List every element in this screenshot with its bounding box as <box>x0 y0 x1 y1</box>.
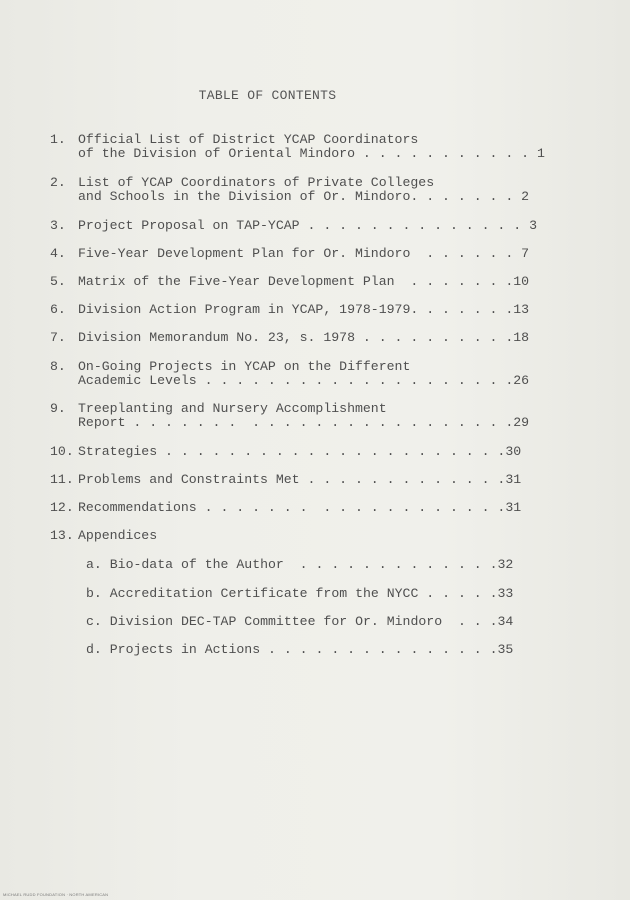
scan-footer: MICHAEL RUDD FOUNDATION · NORTH AMERICAN <box>3 892 109 897</box>
appendix-entry-d <box>50 643 585 657</box>
appendix-text: a. Bio-data of the Author . . . . . . . . . . . . .32 <box>86 557 514 572</box>
toc-entry-8 <box>50 360 585 388</box>
entry-number: 13. <box>50 528 74 543</box>
entry-text: Matrix of the Five-Year Development Plan . . . . . . .10 <box>78 274 530 289</box>
entry-number: 7. <box>50 330 66 345</box>
page-title: TABLE OF CONTENTS <box>198 88 337 103</box>
toc-entry-6 <box>50 303 585 317</box>
entry-number: 8. <box>50 359 66 374</box>
toc-entry-10 <box>50 445 585 459</box>
entry-text: List of YCAP Coordinators of Private Colleges <box>78 175 435 190</box>
entry-number: 6. <box>50 302 66 317</box>
toc-entry-5 <box>50 275 585 289</box>
entry-number: 1. <box>50 132 66 147</box>
toc-entry-13 <box>50 529 585 543</box>
entry-number: 2. <box>50 175 66 190</box>
entry-text: On-Going Projects in YCAP on the Different <box>78 359 411 374</box>
entry-number: 5. <box>50 274 66 289</box>
entry-text-cont: and Schools in the Division of Or. Mindoro. . . . . . . 2 <box>78 189 530 204</box>
entry-text: Treeplanting and Nursery Accomplishment <box>78 401 387 416</box>
entry-text: Appendices <box>78 528 158 543</box>
toc-entry-2 <box>50 176 585 204</box>
toc-entry-9 <box>50 402 585 430</box>
entry-text: Problems and Constraints Met . . . . . . . . . . . . .31 <box>78 472 522 487</box>
toc-entry-7 <box>50 331 585 345</box>
appendix-entry-a <box>50 558 585 572</box>
entry-number: 9. <box>50 401 66 416</box>
entry-number: 10. <box>50 444 74 459</box>
toc-entry-1 <box>50 133 585 161</box>
appendix-entry-b <box>50 587 585 601</box>
entry-number: 3. <box>50 218 66 233</box>
entry-text-cont: Report . . . . . . . . . . . . . . . . . . . . . . . .29 <box>78 415 530 430</box>
entry-text: Division Action Program in YCAP, 1978-1979. . . . . . .13 <box>78 302 530 317</box>
appendix-text: c. Division DEC-TAP Committee for Or. Mindoro . . .34 <box>86 614 514 629</box>
entry-text: Strategies . . . . . . . . . . . . . . . . . . . . . .30 <box>78 444 522 459</box>
entry-text: Recommendations . . . . . . . . . . . . . . . . . . .31 <box>78 500 522 515</box>
appendix-text: b. Accreditation Certificate from the NYCC . . . . .33 <box>86 586 514 601</box>
entry-text: Project Proposal on TAP-YCAP . . . . . . . . . . . . . . 3 <box>78 218 537 233</box>
appendix-entry-c <box>50 615 585 629</box>
toc-entry-4 <box>50 247 585 261</box>
entry-number: 11. <box>50 472 74 487</box>
entry-number: 4. <box>50 246 66 261</box>
toc-entry-3 <box>50 219 585 233</box>
appendix-text: d. Projects in Actions . . . . . . . . . . . . . . .35 <box>86 642 514 657</box>
entry-number: 12. <box>50 500 74 515</box>
entry-text: Official List of District YCAP Coordinators <box>78 132 419 147</box>
entry-text-cont: of the Division of Oriental Mindoro . . . . . . . . . . . 1 <box>78 146 545 161</box>
entry-text: Division Memorandum No. 23, s. 1978 . . . . . . . . . .18 <box>78 330 530 345</box>
entry-text: Five-Year Development Plan for Or. Mindoro . . . . . . 7 <box>78 246 530 261</box>
entry-text-cont: Academic Levels . . . . . . . . . . . . . . . . . . . .26 <box>78 373 530 388</box>
toc-entry-12 <box>50 501 585 515</box>
toc-entry-11 <box>50 473 585 487</box>
